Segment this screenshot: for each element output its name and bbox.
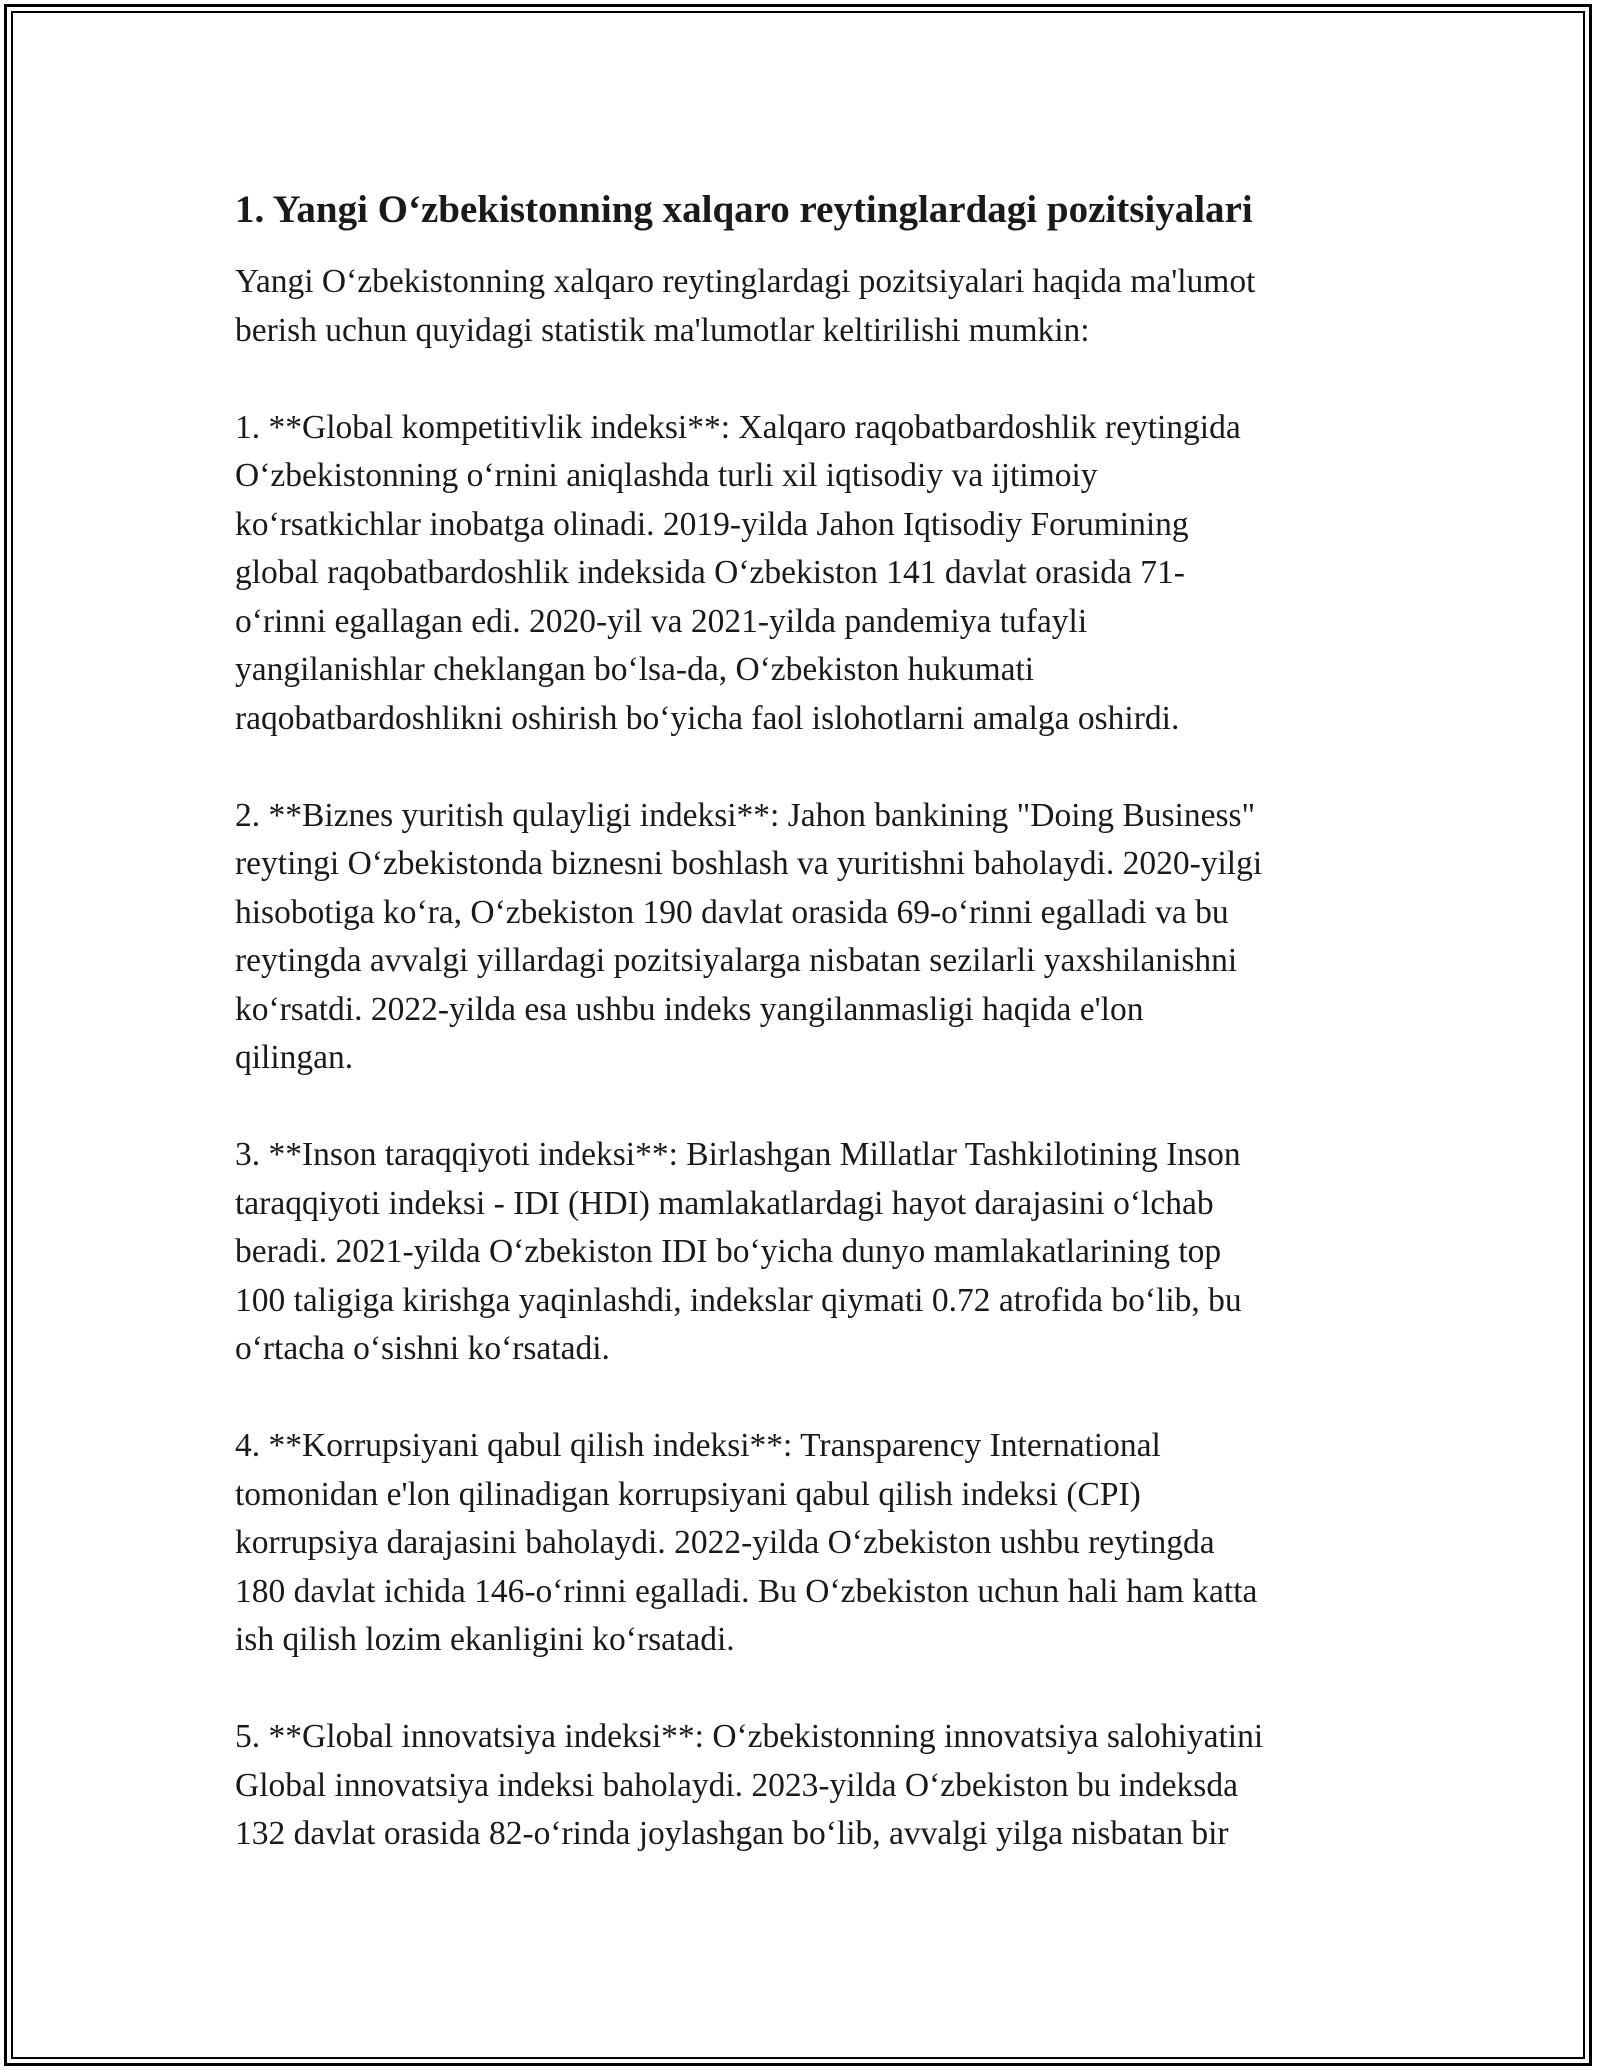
text-line: 5. **Global innovatsiya indeksi**: O‘zbekistonning innovatsiya salohiyatini: [235, 1718, 1264, 1755]
text-line: ko‘rsatdi. 2022-yilda esa ushbu indeks yangilanmasligi haqida e'lon: [235, 990, 1144, 1028]
text-line: Yangi O‘zbekistonning xalqaro reytinglardagi pozitsiyalari haqida ma'lumot: [235, 263, 1256, 300]
text-line: ko‘rsatkichlar inobatga olinadi. 2019-yilda Jahon Iqtisodiy Forumining: [235, 505, 1189, 543]
text-line: yangilanishlar cheklangan bo‘lsa-da, O‘zbekiston hukumati: [235, 651, 1035, 688]
text-line: hisobotiga ko‘ra, O‘zbekiston 190 davlat orasida 69-o‘rinni egalladi va bu: [235, 893, 1229, 931]
item-global-competitiveness: [235, 404, 1375, 744]
text-line: 2. **Biznes yuritish qulayligi indeksi**: Jahon bankining "Doing Business": [235, 796, 1256, 834]
text-line: reytingi O‘zbekistonda biznesni boshlash va yuritishni baholaydi. 2020-yilgi: [235, 845, 1263, 882]
text-line: reytingda avvalgi yillardagi pozitsiyalarga nisbatan sezilarli yaxshilanishni: [235, 942, 1238, 979]
text-line: ish qilish lozim ekanligini ko‘rsatadi.: [235, 1621, 735, 1658]
item-global-innovation: [235, 1713, 1375, 1859]
text-line: O‘zbekistonning o‘rnini aniqlashda turli xil iqtisodiy va ijtimoiy: [235, 457, 1098, 494]
text-line: 1. **Global kompetitivlik indeksi**: Xalqaro raqobatbardoshlik reytingida: [235, 408, 1241, 446]
text-line: 132 davlat orasida 82-o‘rinda joylashgan bo‘lib, avvalgi yilga nisbatan bir: [235, 1815, 1229, 1852]
intro-paragraph: [235, 258, 1375, 355]
text-line: 3. **Inson taraqqiyoti indeksi**: Birlashgan Millatlar Tashkilotining Inson: [235, 1136, 1241, 1173]
text-line: global raqobatbardoshlik indeksida O‘zbekiston 141 davlat orasida 71-: [235, 554, 1185, 591]
text-line: tomonidan e'lon qilinadigan korrupsiyani qabul qilish indeksi (CPI): [235, 1475, 1141, 1513]
text-line: o‘rinni egallagan edi. 2020-yil va 2021-yilda pandemiya tufayli: [235, 602, 1088, 640]
item-doing-business: [235, 792, 1375, 1083]
text-line: korrupsiya darajasini baholaydi. 2022-yilda O‘zbekiston ushbu reytingda: [235, 1524, 1215, 1561]
item-human-development: [235, 1131, 1375, 1374]
document-body: [235, 186, 1375, 1907]
text-line: raqobatbardoshlikni oshirish bo‘yicha faol islohotlarni amalga oshirdi.: [235, 699, 1180, 737]
document-title: 1. Yangi O‘zbekistonning xalqaro reytinglardagi pozitsiyalari: [235, 188, 1253, 231]
text-line: 100 taligiga kirishga yaqinlashdi, indekslar qiymati 0.72 atrofida bo‘lib, bu: [235, 1281, 1242, 1319]
text-line: berish uchun quyidagi statistik ma'lumotlar keltirilishi mumkin:: [235, 311, 1090, 349]
text-line: 180 davlat ichida 146-o‘rinni egalladi. Bu O‘zbekiston uchun hali ham katta: [235, 1572, 1258, 1610]
text-line: o‘rtacha o‘sishni ko‘rsatadi.: [235, 1330, 610, 1367]
text-line: taraqqiyoti indeksi - IDI (HDI) mamlakatlardagi hayot darajasini o‘lchab: [235, 1184, 1214, 1222]
text-line: beradi. 2021-yilda O‘zbekiston IDI bo‘yicha dunyo mamlakatlarining top: [235, 1233, 1222, 1270]
text-line: qilingan.: [235, 1039, 354, 1076]
item-corruption-perception: [235, 1422, 1375, 1665]
text-line: Global innovatsiya indeksi baholaydi. 2023-yilda O‘zbekiston bu indeksda: [235, 1766, 1238, 1804]
text-line: 4. **Korrupsiyani qabul qilish indeksi**: Transparency International: [235, 1427, 1161, 1464]
